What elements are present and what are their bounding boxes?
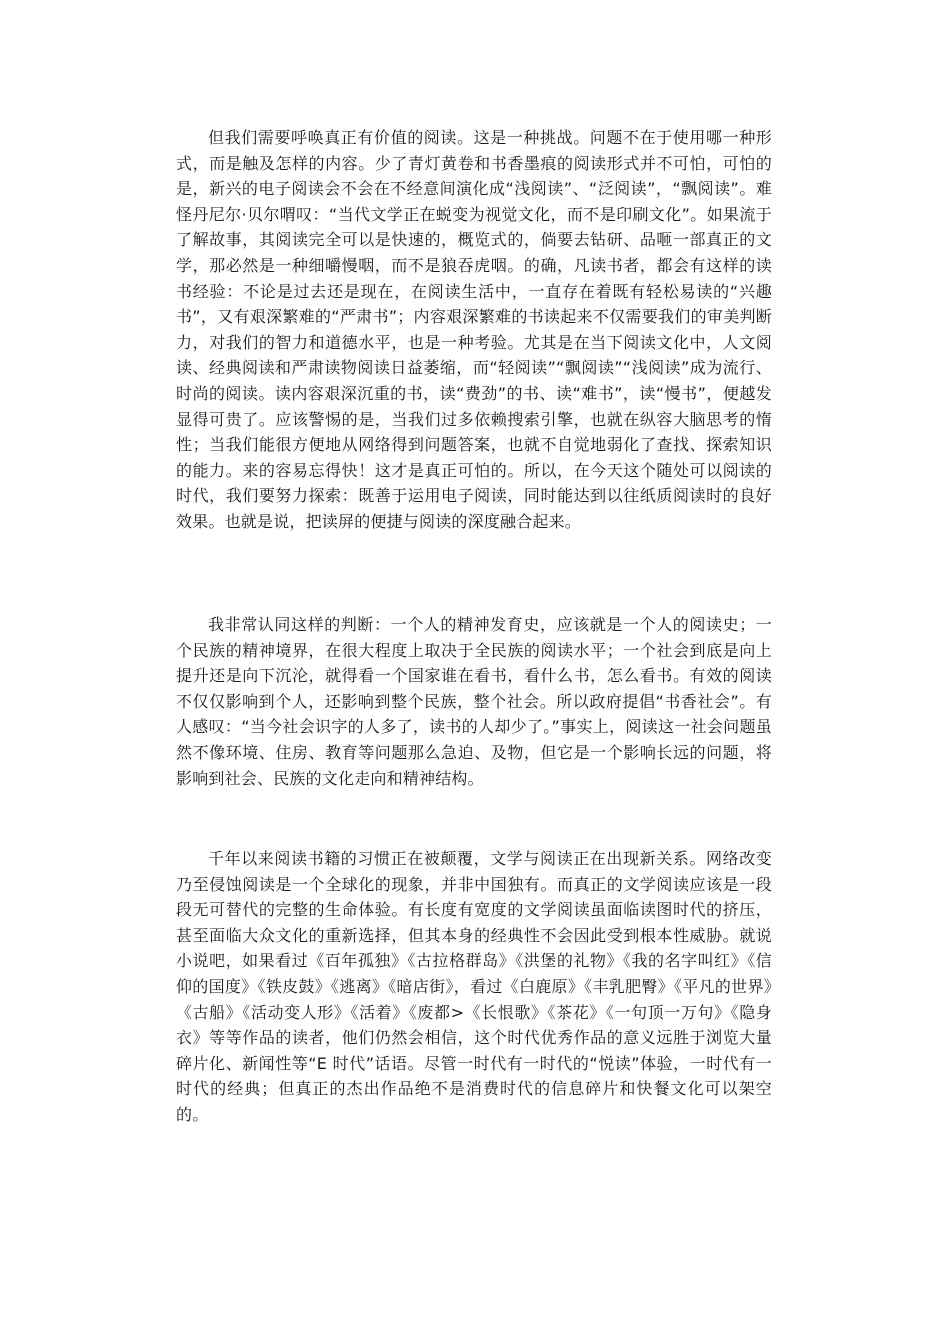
paragraph-1: 但我们需要呼唤真正有价值的阅读。这是一种挑战。问题不在于使用哪一种形式，而是触及怎样的内容。少了青灯黄卷和书香墨痕的阅读形式并不可怕，可怕的是，新兴的电子阅读会不会在不经意间演化成“浅阅读”、“泛阅读”，“飘阅读”。难怪丹尼尔·贝尔喟叹：“当代文学正在蜕变为视觉文化，而不是印刷文化”。如果流于了解故事，其阅读完全可以是快速的，概览式的，倘要去钻研、品咂一部真正的文学，那必然是一种细嚼慢咽，而不是狼吞虎咽。的确，凡读书者，都会有这样的读书经验：不论是过去还是现在，在阅读生活中，一直存在着既有轻松易读的“兴趣书”，又有艰深繁难的“严肃书”；内容艰深繁难的书读起来不仅需要我们的审美判断力，对我们的智力和道德水平，也是一种考验。尤其是在当下阅读文化中，人文阅读、经典阅读和严肃读物阅读日益萎缩，而“轻阅读”“飘阅读”“浅阅读”成为流行、时尚的阅读。读内容艰深沉重的书，读“费劲”的书、读“难书”，读“慢书”，便越发显得可贵了。应该警惕的是，当我们过多依赖搜索引擎，也就在纵容大脑思考的惰性；当我们能很方便地从网络得到问题答案，也就不自觉地弱化了查找、探索知识的能力。来的容易忘得快！这才是真正可怕的。所以，在今天这个随处可以阅读的时代，我们要努力探索：既善于运用电子阅读，同时能达到以往纸质阅读时的良好效果。也就是说，把读屏的便捷与阅读的深度融合起来。 [176, 128, 772, 531]
paragraph-2: 我非常认同这样的判断：一个人的精神发育史，应该就是一个人的阅读史；一个民族的精神境界，在很大程度上取决于全民族的阅读水平；一个社会到底是向上提升还是向下沉沦，就得看一个国家谁在看书，看什么书，怎么看书。有效的阅读不仅仅影响到个人，还影响到整个民族，整个社会。所以政府提倡“书香社会”。有人感叹：“当今社会识字的人多了，读书的人却少了。”事实上，阅读这一社会问题虽然不像环境、住房、教育等问题那么急迫、及物，但它是一个影响长远的问题，将影响到社会、民族的文化走向和精神结构。 [176, 615, 772, 788]
paragraph-3: 千年以来阅读书籍的习惯正在被颠覆，文学与阅读正在出现新关系。网络改变乃至侵蚀阅读是一个全球化的现象，并非中国独有。而真正的文学阅读应该是一段段无可替代的完整的生命体验。有长度有宽度的文学阅读虽面临读图时代的挤压，甚至面临大众文化的重新选择，但其本身的经典性不会因此受到根本性威胁。就说小说吧，如果看过《百年孤独》《古拉格群岛》《洪堡的礼物》《我的名字叫红》《信仰的国度》《铁皮鼓》《逃离》《暗店街》，看过《白鹿原》《丰乳肥臀》《平凡的世界》《古船》《活动变人形》《活着》《废都>《长恨歌》《茶花》《一句顶一万句》《隐身衣》等等作品的读者，他们仍然会相信，这个时代优秀作品的意义远胜于浏览大量碎片化、新闻性等“E 时代”话语。尽管一时代有一时代的“悦读”体验，一时代有一时代的经典；但真正的杰出作品绝不是消费时代的信息碎片和快餐文化可以架空的。 [176, 849, 772, 1124]
